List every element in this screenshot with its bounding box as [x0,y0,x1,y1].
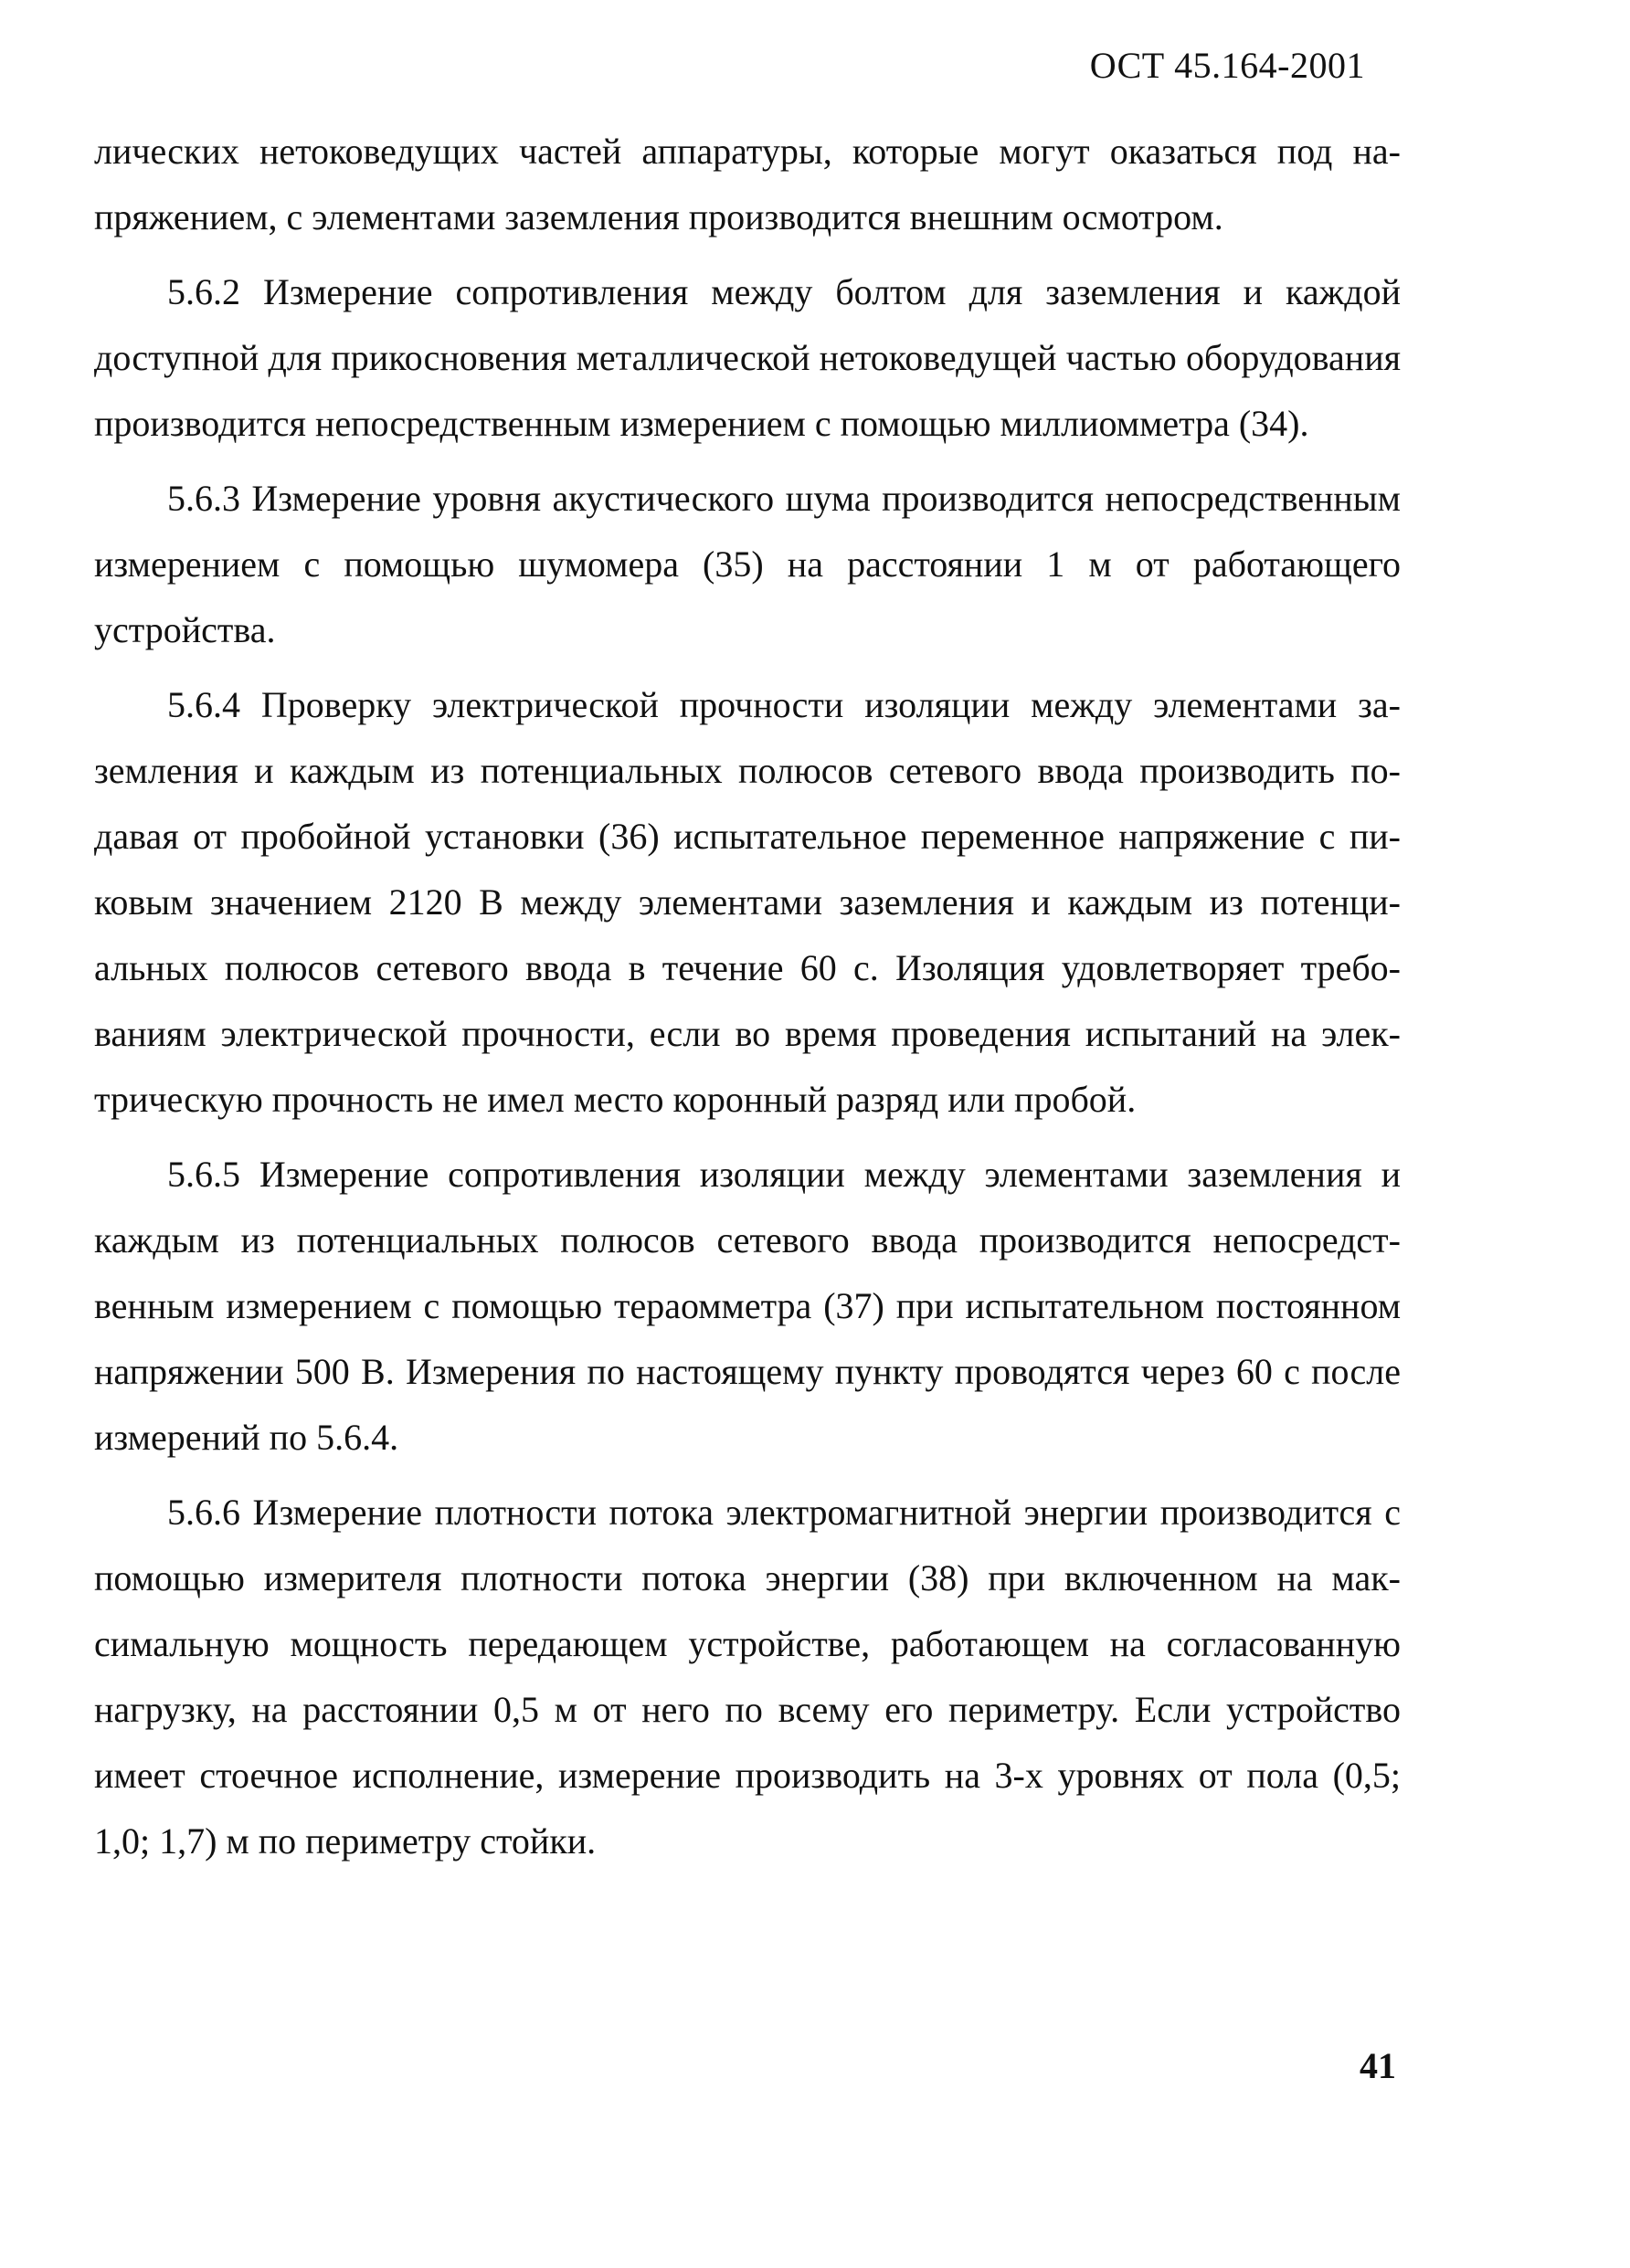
paragraph-5-6-4: 5.6.4 Проверку электрической прочности изоляции между элементами заземления и каждым из потенциальных полюсов сетевого ввода производить подавая от пробойной установки (36) испытательное переменное напряжение с пиковым значением 2120 В между элементами заземления и каждым из потенциальных полюсов сетевого ввода в течение 60 с. Изоляция удовлетворяет требованиям электрической прочности, если во время проведения испытаний на электрическую прочность не имел место коронный разряд или пробой. [94,684,1401,1120]
paragraph-5-6-3: 5.6.3 Измерение уровня акустического шума производится непосредственным измерением с помощью шумомера (35) на расстоянии 1 м от работающего устройства. [94,478,1401,650]
document-code: ОСТ 45.164-2001 [1089,45,1365,86]
page-number: 41 [1360,2045,1396,2086]
paragraph-5-6-5: 5.6.5 Измерение сопротивления изоляции между элементами заземления и каждым из потенциальных полюсов сетевого ввода производится непосредственным измерением с помощью тераомметра (37) при испытательном постоянном напряжении 500 В. Измерения по настоящему пункту проводятся через 60 с после измерений по 5.6.4. [94,1154,1401,1458]
paragraph-5-6-6: 5.6.6 Измерение плотности потока электромагнитной энергии производится с помощью измерителя плотности потока энергии (38) при включенном на максимальную мощность передающем устройстве, работающем на согласованную нагрузку, на расстоянии 0,5 м от него по всему его периметру. Если устройство имеет стоечное исполнение, измерение производить на 3-х уровнях от пола (0,5; 1,0; 1,7) м по периметру стойки. [94,1492,1401,1862]
paragraph-5-6-2: 5.6.2 Измерение сопротивления между болтом для заземления и каждой доступной для прикосновения металлической нетоковедущей частью оборудования производится непосредственным измерением с помощью миллиомметра (34). [94,271,1401,444]
paragraph-continuation: лических нетоковедущих частей аппаратуры, которые могут оказаться под напряжением, с элементами заземления производится внешним осмотром. [94,131,1401,237]
document-body [94,119,1401,1883]
